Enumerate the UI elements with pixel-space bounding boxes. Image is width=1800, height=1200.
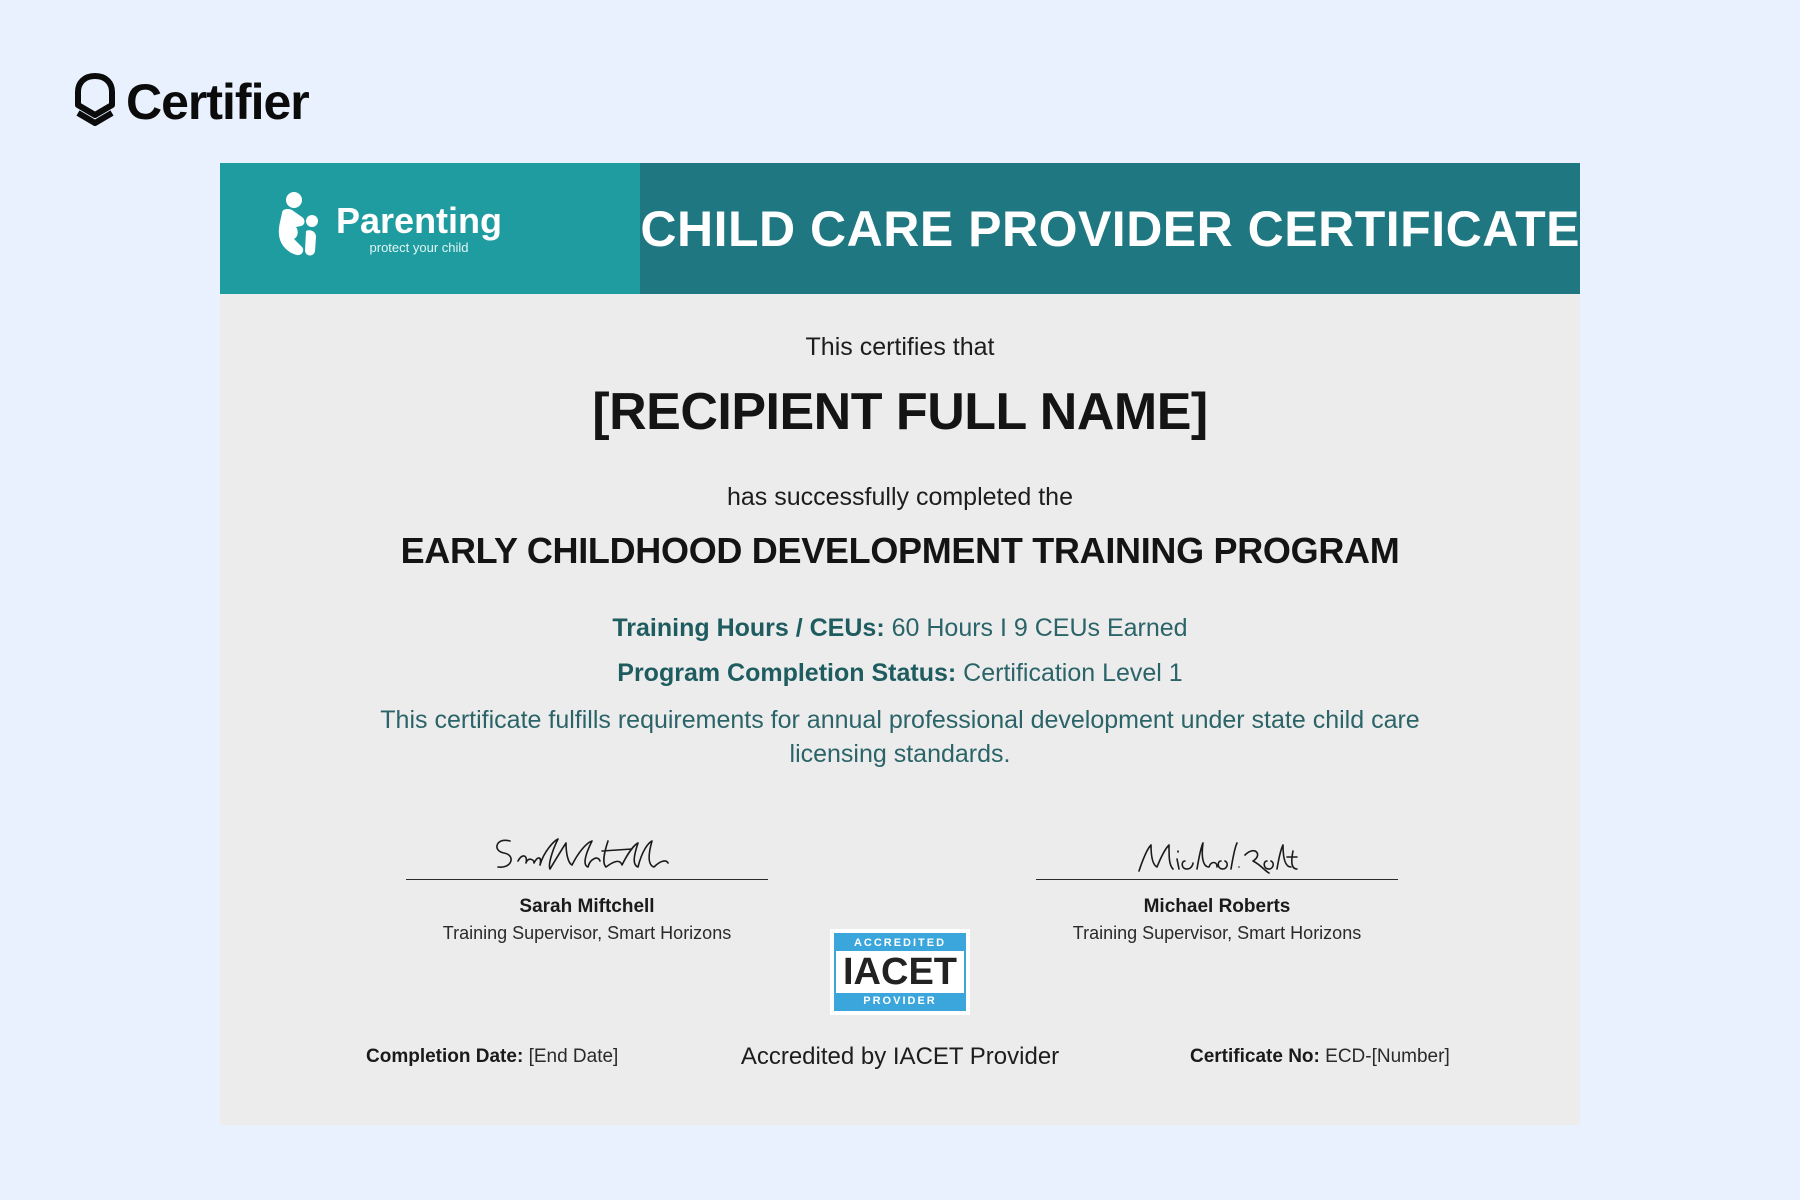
- certifier-shield-icon: [74, 73, 116, 131]
- completion-date-label: Completion Date:: [366, 1046, 524, 1067]
- completion-status-label: Program Completion Status:: [617, 659, 957, 687]
- completed-text: has successfully completed the: [726, 483, 1073, 511]
- program-name: EARLY CHILDHOOD DEVELOPMENT TRAINING PROGRAM: [400, 530, 1400, 571]
- signature-block-right: [1036, 831, 1398, 944]
- recipient-name: [RECIPIENT FULL NAME]: [592, 383, 1208, 441]
- training-hours-value: 60 Hours I 9 CEUs Earned: [891, 614, 1188, 642]
- certificate: [220, 163, 1580, 1125]
- training-hours-label: Training Hours / CEUs:: [612, 614, 885, 642]
- header-logo-panel: [220, 163, 640, 294]
- badge-middle-text: IACET: [843, 951, 957, 993]
- signature-image: [1036, 831, 1398, 879]
- signer-name: Michael Roberts: [1143, 896, 1291, 917]
- org-logo: [272, 191, 502, 266]
- completion-status: [220, 659, 1580, 688]
- fulfills-statement: This certificate fulfills requirements for annual professional development under state child care licensing standards.: [380, 706, 1420, 768]
- certificate-number-label: Certificate No:: [1190, 1046, 1320, 1067]
- signature-image: [406, 831, 768, 879]
- completion-status-value: Certification Level 1: [963, 659, 1183, 687]
- certificate-number-value: ECD-[Number]: [1325, 1046, 1450, 1067]
- signature-line: [1036, 879, 1398, 880]
- signature-line: [406, 879, 768, 880]
- training-hours: [220, 614, 1580, 643]
- certificate-number: [1190, 1046, 1450, 1068]
- intro-text: This certifies that: [805, 333, 995, 361]
- completion-date-value: [End Date]: [528, 1046, 619, 1067]
- org-text: [336, 200, 503, 255]
- badge-bottom-text: PROVIDER: [836, 993, 964, 1009]
- certifier-brand: [74, 70, 309, 134]
- badge-top-text: ACCREDITED: [836, 935, 964, 951]
- org-tagline: protect your child: [369, 240, 469, 255]
- iacet-badge-frame: [834, 933, 966, 1011]
- certificate-title: CHILD CARE PROVIDER CERTIFICATE: [640, 200, 1580, 257]
- header-title-panel: [640, 163, 1580, 294]
- signer-role: Training Supervisor, Smart Horizons: [442, 923, 732, 943]
- signer-role: Training Supervisor, Smart Horizons: [1072, 923, 1362, 943]
- iacet-badge: [830, 929, 970, 1015]
- brand-name: Certifier: [126, 74, 309, 130]
- parent-child-icon: [272, 191, 322, 266]
- org-name: Parenting: [336, 200, 503, 241]
- accreditation-text: Accredited by IACET Provider: [740, 1043, 1060, 1070]
- signature-block-left: [406, 831, 768, 944]
- certificate-header: [220, 163, 1580, 294]
- signer-name: Sarah Miftchell: [519, 896, 655, 917]
